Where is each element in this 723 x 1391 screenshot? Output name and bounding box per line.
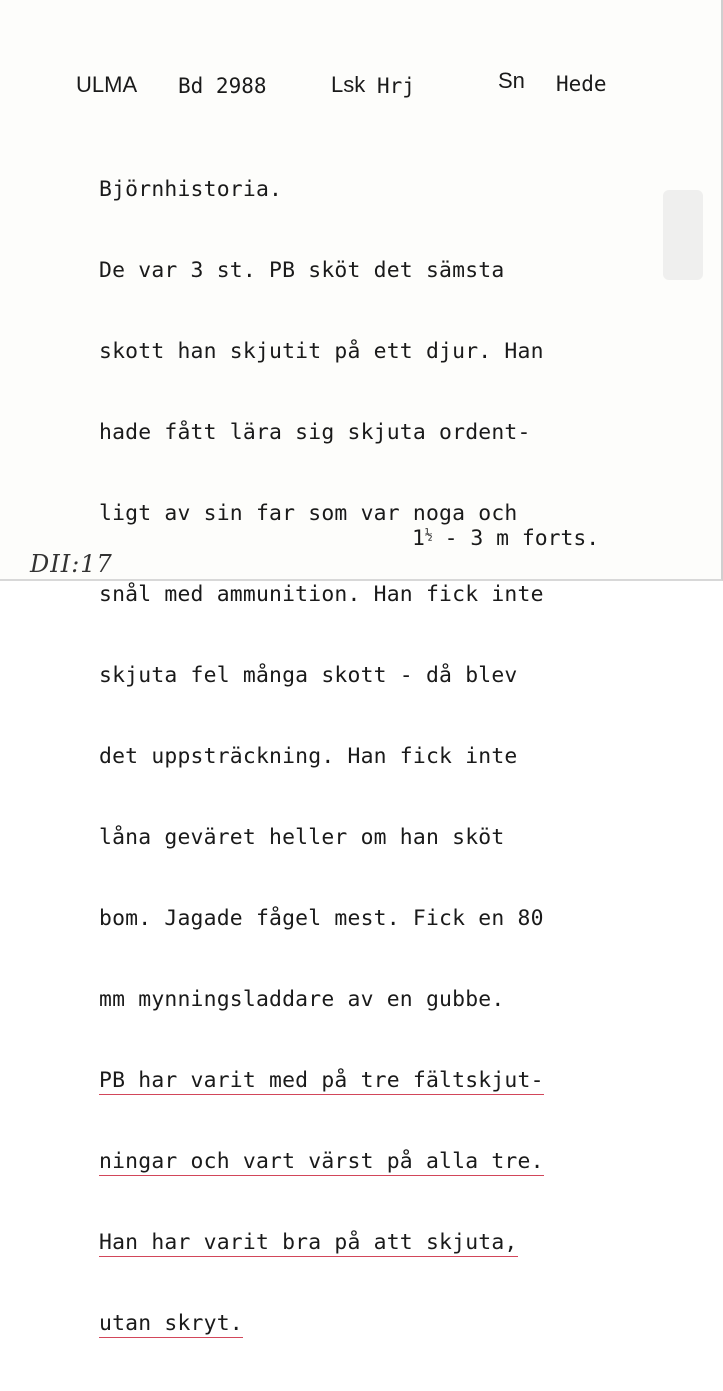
continuation-note xyxy=(412,526,599,551)
text-line-underlined xyxy=(99,1148,544,1175)
text-line: De var 3 st. PB sköt det sämsta xyxy=(99,258,505,283)
text-line: låna geväret heller om han sköt xyxy=(99,825,505,850)
paper-stain xyxy=(663,190,703,280)
underlined-text: PB har varit med på tre fältskjut- xyxy=(99,1068,544,1093)
text-line: skott han skjutit på ett djur. Han xyxy=(99,339,544,364)
text-line-underlined xyxy=(99,1310,544,1337)
continuation-rest: - 3 m forts. xyxy=(431,526,600,551)
text-line-underlined xyxy=(99,1229,544,1256)
socken-label: Sn xyxy=(498,68,525,93)
archive-code: ULMA xyxy=(76,72,138,97)
text-line: bom. Jagade fågel mest. Fick en 80 xyxy=(99,906,544,931)
continuation-fraction: ½ xyxy=(424,528,432,543)
handwritten-signum: DII:17 xyxy=(30,550,113,578)
record-number: Bd 2988 xyxy=(178,74,267,98)
socken-value: Hede xyxy=(556,72,607,96)
landskap-value: Hrj xyxy=(377,74,415,98)
text-line-underlined xyxy=(99,1067,544,1094)
underlined-text: utan skryt. xyxy=(99,1311,243,1336)
landskap-label: Lsk xyxy=(331,72,366,97)
underlined-text: ningar och vart värst på alla tre. xyxy=(99,1149,544,1174)
text-line: mm mynningsladdare av en gubbe. xyxy=(99,987,505,1012)
text-line: ligt av sin far som var noga och xyxy=(99,501,518,526)
card-text xyxy=(99,122,544,1391)
text-line: Björnhistoria. xyxy=(99,177,283,202)
text-line: hade fått lära sig skjuta ordent- xyxy=(99,420,531,445)
text-line: skjuta fel många skott - då blev xyxy=(99,663,518,688)
text-line: snål med ammunition. Han fick inte xyxy=(99,582,544,607)
continuation-whole: 1 xyxy=(412,526,425,551)
text-line: det uppsträckning. Han fick inte xyxy=(99,744,518,769)
underlined-text: Han har varit bra på att skjuta, xyxy=(99,1230,518,1255)
